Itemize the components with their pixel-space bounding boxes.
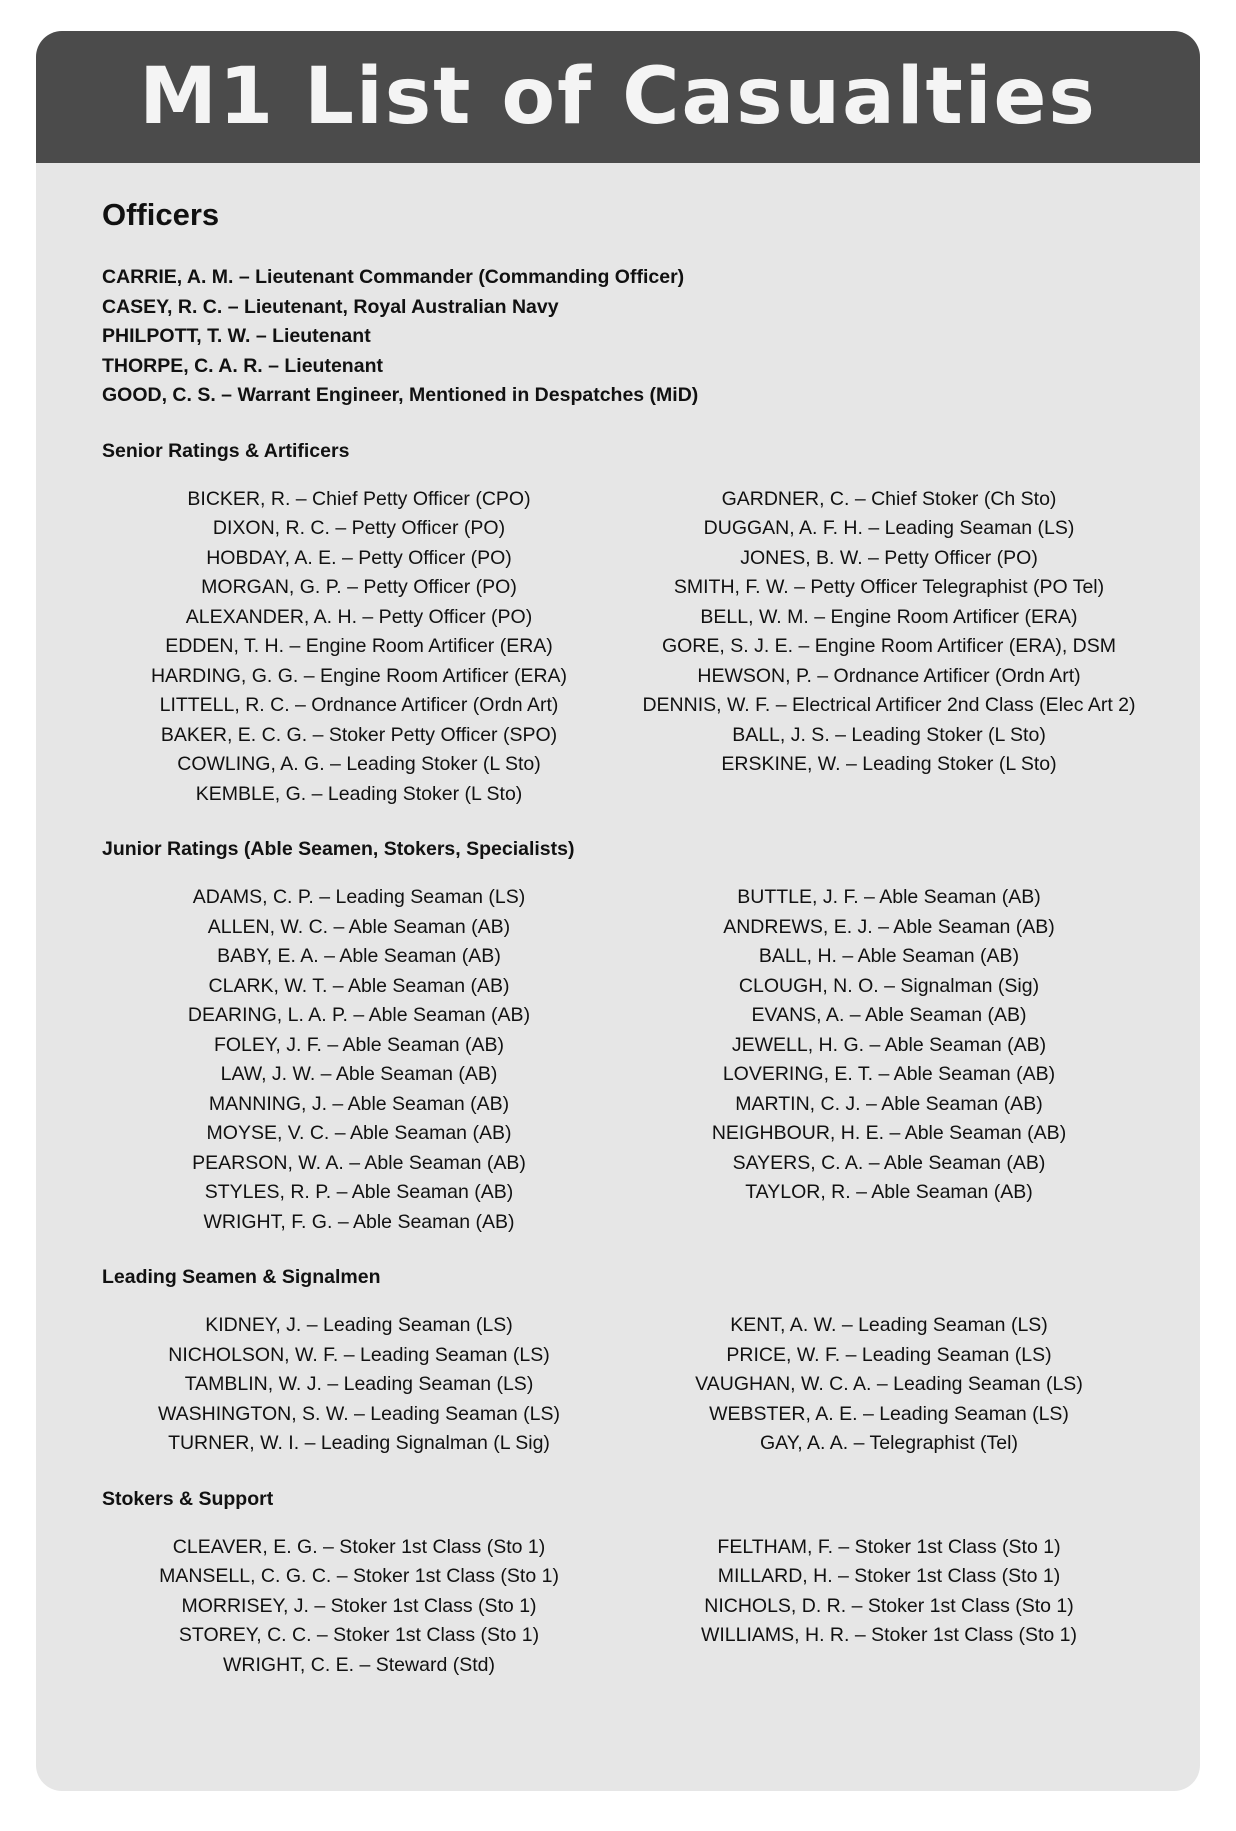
casualty-entry: VAUGHAN, W. C. A. – Leading Seaman (LS): [695, 1373, 1083, 1395]
casualty-entry: NICHOLS, D. R. – Stoker 1st Class (Sto 1): [704, 1594, 1074, 1617]
casualty-entry: WASHINGTON, S. W. – Leading Seaman (LS): [157, 1402, 561, 1425]
casualty-entry: BAKER, E. C. G. – Stoker Petty Officer (SPO): [160, 723, 558, 746]
section-heading: Junior Ratings (Able Seamen, Stokers, Specialists): [102, 838, 575, 860]
casualty-list-card: [36, 31, 1200, 1791]
casualty-entry: HOBDAY, A. E. – Petty Officer (PO): [206, 546, 512, 569]
casualty-entry: BABY, E. A. – Able Seaman (AB): [217, 945, 501, 967]
casualty-entry: MORRISEY, J. – Stoker 1st Class (Sto 1): [181, 1594, 537, 1617]
casualty-entry: ANDREWS, E. J. – Able Seaman (AB): [723, 915, 1055, 938]
casualty-entry: FOLEY, J. F. – Able Seaman (AB): [213, 1033, 505, 1056]
casualty-entry: DUGGAN, A. F. H. – Leading Seaman (LS): [703, 517, 1075, 539]
casualty-entry: WEBSTER, A. E. – Leading Seaman (LS): [709, 1402, 1069, 1425]
casualty-entry: EDDEN, T. H. – Engine Room Artificer (ERA): [165, 635, 553, 657]
casualty-entry: KEMBLE, G. – Leading Stoker (L Sto): [195, 782, 523, 805]
casualty-entry: WRIGHT, C. E. – Steward (Std): [223, 1653, 495, 1676]
casualty-entry: HEWSON, P. – Ordnance Artificer (Ordn Art): [697, 664, 1081, 687]
casualty-entry: NICHOLSON, W. F. – Leading Seaman (LS): [168, 1343, 550, 1366]
casualty-entry: GAY, A. A. – Telegraphist (Tel): [760, 1432, 1018, 1454]
casualty-entry: LAW, J. W. – Able Seaman (AB): [220, 1063, 498, 1085]
casualty-entry: CLARK, W. T. – Able Seaman (AB): [208, 974, 510, 997]
casualty-entry: SMITH, F. W. – Petty Officer Telegraphist (PO Tel): [673, 576, 1105, 598]
right-column: [624, 1533, 1154, 1681]
casualty-entry: TAMBLIN, W. J. – Leading Seaman (LS): [184, 1373, 534, 1395]
right-column: [624, 1311, 1154, 1459]
casualty-entry: LITTELL, R. C. – Ordnance Artificer (Ordn Art): [159, 694, 559, 716]
casualty-entry: BICKER, R. – Chief Petty Officer (CPO): [187, 487, 531, 510]
right-column: [624, 485, 1154, 810]
casualty-entry: CLEAVER, E. G. – Stoker 1st Class (Sto 1): [172, 1535, 546, 1558]
casualty-section: [102, 1487, 1134, 1681]
list-content: [36, 163, 1200, 1680]
casualty-section: [102, 837, 1134, 1237]
sections-container: [102, 439, 1134, 1681]
casualty-entry: DEARING, L. A. P. – Able Seaman (AB): [187, 1004, 531, 1026]
casualty-entry: ALLEN, W. C. – Able Seaman (AB): [207, 915, 511, 938]
left-column: [94, 1311, 624, 1459]
casualty-entry: WILLIAMS, H. R. – Stoker 1st Class (Sto 1): [700, 1624, 1078, 1646]
casualty-entry: ALEXANDER, A. H. – Petty Officer (PO): [185, 605, 533, 628]
officer-entry: THORPE, C. A. R. – Lieutenant: [102, 354, 383, 377]
casualty-entry: DENNIS, W. F. – Electrical Artificer 2nd Class (Elec Art 2): [642, 694, 1136, 716]
left-column: [94, 1533, 624, 1681]
officer-entry: CASEY, R. C. – Lieutenant, Royal Australian Navy: [102, 295, 559, 318]
left-column: [94, 883, 624, 1237]
casualty-section: [102, 1265, 1134, 1459]
casualty-entry: PEARSON, W. A. – Able Seaman (AB): [192, 1151, 526, 1174]
casualty-entry: NEIGHBOUR, H. E. – Able Seaman (AB): [711, 1122, 1067, 1144]
section-heading: Leading Seamen & Signalmen: [102, 1266, 381, 1288]
casualty-entry: JEWELL, H. G. – Able Seaman (AB): [731, 1033, 1047, 1056]
casualty-entry: MORGAN, G. P. – Petty Officer (PO): [201, 576, 517, 598]
casualty-entry: MANSELL, C. G. C. – Stoker 1st Class (Sto 1): [159, 1565, 559, 1587]
officer-entry: PHILPOTT, T. W. – Lieutenant: [102, 325, 371, 347]
officer-entry: GOOD, C. S. – Warrant Engineer, Mentioned in Despatches (MiD): [102, 384, 699, 406]
casualty-entry: LOVERING, E. T. – Able Seaman (AB): [722, 1063, 1056, 1085]
two-column-list: [94, 883, 1154, 1237]
casualty-entry: BALL, H. – Able Seaman (AB): [758, 945, 1020, 967]
casualty-entry: WRIGHT, F. G. – Able Seaman (AB): [203, 1210, 515, 1233]
casualty-entry: FELTHAM, F. – Stoker 1st Class (Sto 1): [717, 1535, 1061, 1558]
casualty-entry: DIXON, R. C. – Petty Officer (PO): [212, 517, 506, 539]
casualty-entry: GARDNER, C. – Chief Stoker (Ch Sto): [721, 487, 1057, 510]
two-column-list: [94, 1311, 1154, 1459]
officers-list: [102, 263, 1134, 411]
casualty-entry: TAYLOR, R. – Able Seaman (AB): [745, 1181, 1033, 1203]
casualty-entry: EVANS, A. – Able Seaman (AB): [751, 1004, 1027, 1026]
casualty-entry: STOREY, C. C. – Stoker 1st Class (Sto 1): [178, 1624, 540, 1646]
casualty-entry: KENT, A. W. – Leading Seaman (LS): [730, 1314, 1048, 1336]
casualty-entry: SAYERS, C. A. – Able Seaman (AB): [732, 1151, 1046, 1174]
officer-entry: CARRIE, A. M. – Lieutenant Commander (Commanding Officer): [102, 266, 685, 288]
casualty-entry: JONES, B. W. – Petty Officer (PO): [740, 546, 1038, 569]
two-column-list: [94, 485, 1154, 810]
title-banner: [36, 31, 1200, 163]
casualty-entry: KIDNEY, J. – Leading Seaman (LS): [205, 1314, 513, 1336]
casualty-entry: STYLES, R. P. – Able Seaman (AB): [204, 1181, 514, 1203]
two-column-list: [94, 1533, 1154, 1681]
section-heading: Stokers & Support: [102, 1487, 274, 1510]
casualty-entry: MANNING, J. – Able Seaman (AB): [208, 1092, 510, 1115]
casualty-entry: ERSKINE, W. – Leading Stoker (L Sto): [721, 753, 1057, 775]
casualty-entry: GORE, S. J. E. – Engine Room Artificer (ERA), DSM: [661, 635, 1117, 657]
casualty-entry: COWLING, A. G. – Leading Stoker (L Sto): [177, 753, 541, 775]
casualty-entry: MILLARD, H. – Stoker 1st Class (Sto 1): [717, 1565, 1061, 1587]
casualty-section: [102, 439, 1134, 810]
casualty-entry: MARTIN, C. J. – Able Seaman (AB): [735, 1092, 1043, 1115]
casualty-entry: CLOUGH, N. O. – Signalman (Sig): [738, 974, 1040, 997]
page-title: M1 List of Casualties: [139, 52, 1097, 142]
casualty-entry: MOYSE, V. C. – Able Seaman (AB): [206, 1122, 512, 1144]
casualty-entry: BELL, W. M. – Engine Room Artificer (ERA): [700, 605, 1078, 628]
right-column: [624, 883, 1154, 1237]
left-column: [94, 485, 624, 810]
casualty-entry: TURNER, W. I. – Leading Signalman (L Sig): [168, 1432, 550, 1454]
section-heading: Senior Ratings & Artificers: [102, 439, 350, 462]
casualty-entry: BUTTLE, J. F. – Able Seaman (AB): [737, 886, 1041, 908]
casualty-entry: HARDING, G. G. – Engine Room Artificer (ERA): [150, 664, 568, 687]
officers-heading: Officers: [102, 197, 220, 232]
casualty-entry: BALL, J. S. – Leading Stoker (L Sto): [732, 723, 1046, 746]
casualty-entry: PRICE, W. F. – Leading Seaman (LS): [726, 1343, 1052, 1366]
casualty-entry: ADAMS, C. P. – Leading Seaman (LS): [192, 886, 526, 908]
